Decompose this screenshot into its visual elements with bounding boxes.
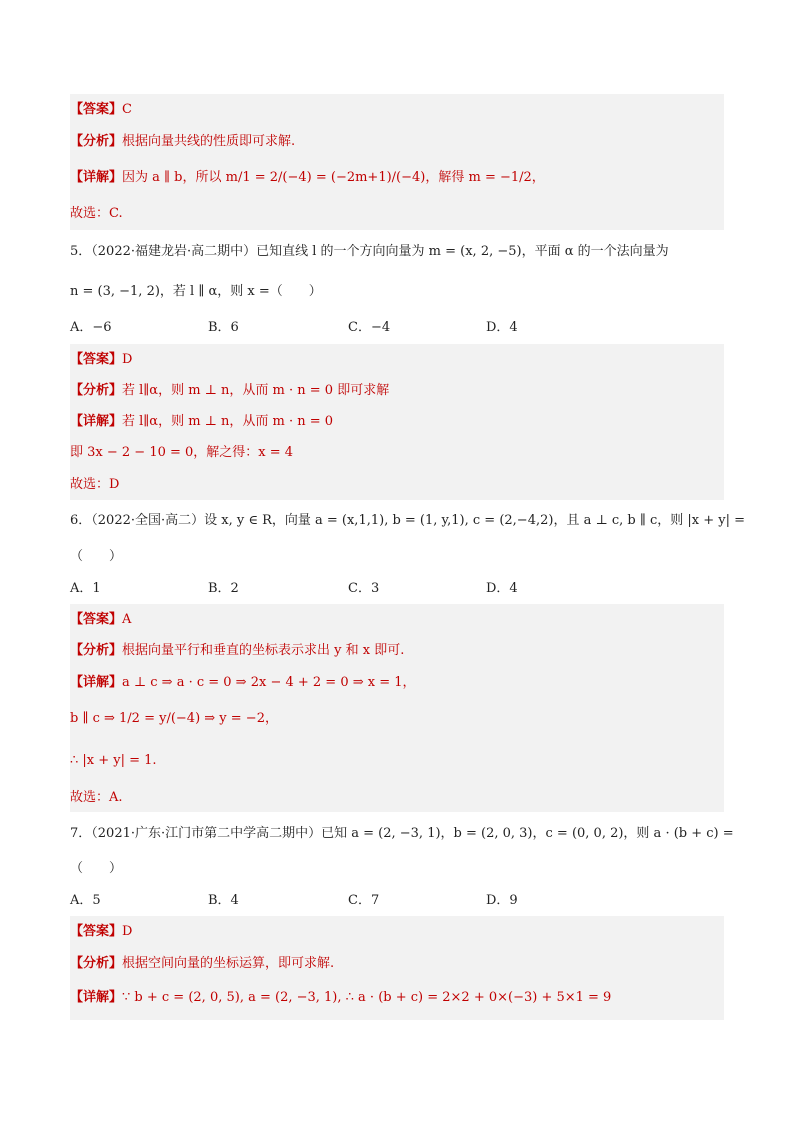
solution-block-6 — [70, 604, 724, 812]
option-a[interactable]: A．1 — [70, 581, 101, 596]
question-6-stem: 6．（2022·全国·高二）设 x, y ∈ R，向量 a = (x,1,1), b = (1, y,1), c = (2,−4,2)，且 a ⊥ c, b ∥ c，则 |x + y| = — [70, 513, 745, 528]
question-7-stem-cont: （ ） — [70, 861, 123, 876]
analysis-line-4: 【分析】根据向量共线的性质即可求解. — [70, 134, 296, 149]
question-7-stem: 7．（2021·广东·江门市第二中学高二期中）已知 a = (2, −3, 1)，b = (2, 0, 3)，c = (0, 0, 2)，则 a · (b + c) = — [70, 826, 734, 841]
question-7-options — [70, 891, 724, 911]
option-a[interactable]: A．5 — [70, 893, 101, 908]
analysis-line-5: 【分析】若 l∥α，则 m ⊥ n，从而 m · n = 0 即可求解 — [70, 383, 390, 398]
option-a[interactable]: A．−6 — [70, 320, 112, 335]
analysis-line-6: 【分析】根据向量平行和垂直的坐标表示求出 y 和 x 即可. — [70, 643, 405, 658]
answer-line-6: 【答案】A — [70, 612, 132, 627]
option-c[interactable]: C．−4 — [348, 320, 391, 335]
answer-line-4: 【答案】C — [70, 102, 132, 117]
option-b[interactable]: B．6 — [208, 320, 239, 335]
option-b[interactable]: B．2 — [208, 581, 239, 596]
option-d[interactable]: D．4 — [486, 320, 518, 335]
option-c[interactable]: C．3 — [348, 581, 380, 596]
question-5-stem-cont: n = (3, −1, 2)，若 l ∥ α，则 x =（ ） — [70, 284, 322, 299]
question-6-options — [70, 579, 724, 599]
option-b[interactable]: B．4 — [208, 893, 239, 908]
detail-line-4: 【详解】因为 a ∥ b，所以 m/1 = 2/(−4) = (−2m+1)/(−4)，解得 m = −1/2， — [70, 170, 545, 185]
conclusion-line-5: 故选：D — [70, 477, 120, 492]
answer-line-5: 【答案】D — [70, 352, 133, 367]
question-5-options — [70, 318, 724, 338]
detail-line-6: 【详解】a ⊥ c ⇒ a · c = 0 ⇒ 2x − 4 + 2 = 0 ⇒ x = 1， — [70, 675, 416, 690]
question-6-stem-cont: （ ） — [70, 549, 123, 564]
option-d[interactable]: D．4 — [486, 581, 518, 596]
detail-line-7: 【详解】∵ b + c = (2, 0, 5), a = (2, −3, 1), ∴ a · (b + c) = 2×2 + 0×(−3) + 5×1 = 9 — [70, 990, 612, 1005]
detail-line-6c: ∴ |x + y| = 1. — [70, 753, 157, 768]
detail-line-6b: b ∥ c ⇒ 1/2 = y/(−4) ⇒ y = −2， — [70, 711, 278, 726]
conclusion-line-4: 故选：C. — [70, 206, 123, 221]
analysis-line-7: 【分析】根据空间向量的坐标运算，即可求解. — [70, 956, 335, 971]
detail-line-5: 【详解】若 l∥α，则 m ⊥ n，从而 m · n = 0 — [70, 414, 334, 429]
option-d[interactable]: D．9 — [486, 893, 518, 908]
question-5-stem: 5．（2022·福建龙岩·高二期中）已知直线 l 的一个方向向量为 m = (x, 2, −5)，平面 α 的一个法向量为 — [70, 244, 669, 259]
conclusion-line-6: 故选：A. — [70, 790, 123, 805]
answer-line-7: 【答案】D — [70, 924, 133, 939]
detail-line-5b: 即 3x − 2 − 10 = 0，解之得：x = 4 — [70, 445, 294, 460]
option-c[interactable]: C．7 — [348, 893, 380, 908]
